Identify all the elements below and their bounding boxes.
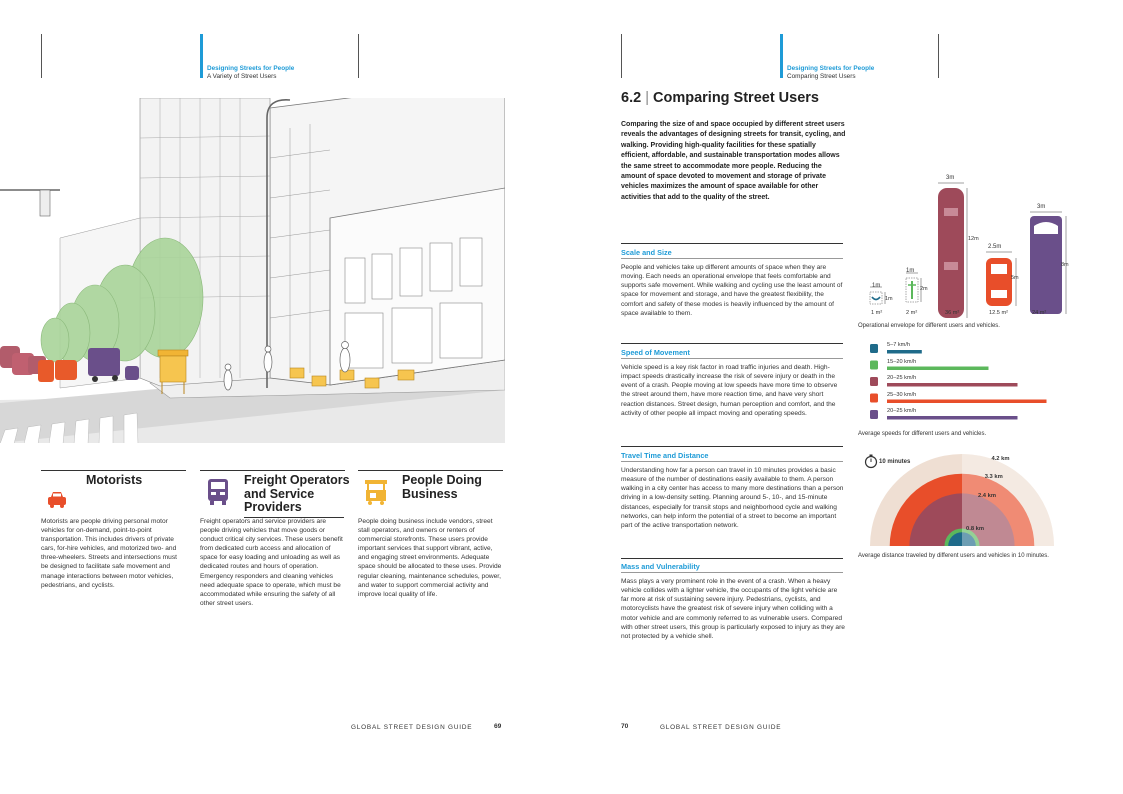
- speed-bar: [887, 416, 1018, 420]
- distance-label: 4.2 km: [991, 455, 1010, 462]
- user-column-business: [358, 470, 503, 471]
- speed-bar: [887, 367, 989, 371]
- envelope-height-label: 12m: [968, 236, 979, 242]
- envelope-area-label: 12.5 m²: [989, 310, 1008, 316]
- left-header-subtitle: A Variety of Street Users: [207, 72, 277, 80]
- pedestrian-icon: [872, 297, 880, 300]
- envelope-height-label: 1m: [885, 296, 893, 302]
- pedestrian-icon: [870, 344, 878, 353]
- subsection-body: Vehicle speed is a key risk factor in road traffic injuries and death. High-impact speeds drastically increase the risk of severe injury or death in the event of a crash. People moving at low speeds have more time to observe the street around them, have more reaction time, and have very short reaction distances. Street design, human perception and comfort, and the activity of other people all impact moving and operating speeds.: [621, 364, 838, 417]
- bicycle-icon: [870, 361, 878, 370]
- section-rule: [621, 558, 843, 559]
- footer-book-title: GLOBAL STREET DESIGN GUIDE: [351, 724, 473, 731]
- envelope-area-label: 36 m²: [945, 310, 960, 316]
- truck-icon: [205, 477, 231, 507]
- left-header-title: Designing Streets for People: [207, 65, 295, 72]
- column-rule: [358, 470, 503, 471]
- envelope-height-label: 2m: [920, 286, 928, 292]
- vendor-cart-icon: [363, 477, 389, 507]
- truck-icon: [870, 410, 878, 419]
- section-number: 6.2: [621, 90, 642, 106]
- section-rule: [621, 446, 843, 447]
- bus-icon: [938, 188, 964, 318]
- section-title: Comparing Street Users: [653, 90, 819, 106]
- section-rule: [621, 258, 843, 259]
- section-rule: [621, 243, 843, 244]
- envelope-height-label: 5m: [1011, 275, 1019, 281]
- distance-caption: Average distance traveled by different users and vehicles in 10 minutes.: [858, 553, 1049, 559]
- top-rule: [621, 34, 622, 78]
- distance-half-overlay: [962, 454, 1054, 546]
- right-header-subtitle: Comparing Street Users: [787, 72, 856, 80]
- top-rule: [41, 34, 42, 78]
- speed-caption: Average speeds for different users and vehicles.: [858, 431, 987, 437]
- top-rule: [358, 34, 359, 78]
- distance-label: 0.8 km: [965, 525, 985, 532]
- envelope-area-label: 2 m²: [906, 310, 918, 316]
- time-label: 10 minutes: [879, 459, 911, 465]
- envelope-area-label: 1 m²: [871, 310, 883, 316]
- right-header-title: Designing Streets for People: [787, 65, 875, 72]
- right-running-header: [787, 65, 874, 80]
- speed-label: 20–25 km/h: [887, 408, 917, 414]
- bus-icon: [870, 377, 878, 386]
- envelope-caption: Operational envelope for different users and vehicles.: [858, 323, 1000, 329]
- speed-bar: [887, 383, 1018, 387]
- envelope-width-label: 3m: [1037, 204, 1046, 210]
- speed-label: 15–20 km/h: [887, 358, 917, 365]
- header-accent-bar: [200, 34, 203, 78]
- column-rule: [200, 470, 345, 471]
- envelope-width-label: 2.5m: [988, 244, 1002, 250]
- section-rule: [621, 572, 843, 573]
- distance-label: 2.4 km: [977, 492, 997, 499]
- user-description: People doing business include vendors, street stall operators, and owners or renters of commercial storefronts. These users provide important services that support vibrant, active, and engaging street environments. Adequate space should be allocated to these uses. Provide regular cleaning, maintenance schedules, power, and water to support commercial activity and improve local quality of life.: [358, 518, 502, 598]
- subsection-heading: Travel Time and Distance: [621, 451, 709, 460]
- page-number: 69: [494, 723, 502, 730]
- subsection-heading: Speed of Movement: [621, 348, 690, 357]
- page-number: 70: [621, 723, 629, 730]
- column-rule: [41, 470, 186, 471]
- user-title: Freight Operators and Service Providers: [244, 473, 350, 514]
- user-description: Motorists are people driving personal motor vehicles for on-demand, point-to-point transportation. This includes drivers of private cars, for-hire vehicles, and motorized two- and three-wheelers. Streets and intersections must be designed to facilitate safe movement and manage interactions between motor vehicles, pedestrians, and cyclists.: [41, 518, 177, 589]
- speed-bar: [887, 400, 1047, 404]
- speed-label: 20–25 km/h: [887, 375, 917, 381]
- car-icon: [870, 394, 878, 403]
- user-column-motorists: [41, 470, 186, 471]
- envelope-width-label: 3m: [946, 175, 955, 181]
- user-column-freight: [200, 470, 345, 471]
- speed-label: 25–30 km/h: [887, 391, 917, 398]
- user-title: Motorists: [86, 473, 143, 487]
- distance-label: 3.3 km: [984, 474, 1003, 481]
- distance-figure: [858, 452, 1068, 548]
- section-rule: [621, 461, 843, 462]
- section-heading: 6.2 | Comparing Street Users: [621, 90, 819, 106]
- subsection-heading: Mass and Vulnerability: [621, 562, 700, 571]
- envelope-area-label: 24 m²: [1032, 310, 1047, 316]
- section-rule: [621, 343, 843, 344]
- user-title: People Doing Business: [402, 473, 482, 501]
- street-illustration: [0, 98, 505, 443]
- left-running-header: [207, 65, 294, 80]
- subsection-body: People and vehicles take up different amounts of space when they are moving. Each needs an operational envelope that feels comfortable and supports safe movement. While walking and cycling use the least amount of space for movement and storage, and have the greatest flexibility, the comfort and safety of these modes is heavily influenced by the amount of space available to them.: [621, 264, 843, 317]
- envelope-width-label: 1m: [872, 283, 881, 289]
- header-accent-bar: [780, 34, 783, 78]
- footer-book-title: GLOBAL STREET DESIGN GUIDE: [660, 724, 782, 731]
- subsection-body: Understanding how far a person can travel in 10 minutes provides a basic measure of the number of destinations easily available to them. A person walking in a city center has access to many more destinations than a person driving in a low-density setting. Planning around 5-, 10-, and 15-minute distances, especially for transit stops and neighborhood cycle and walking networks, can help inform the potential of a street to become an important part of the active transportation network.: [621, 467, 844, 529]
- subsection-body: Mass plays a very prominent role in the event of a crash. When a heavy vehicle collides with a lighter vehicle, the occupants of the light vehicle are far more at risk of sustaining severe injury. Pedestrians, cyclists, and motorcyclists have the greatest risk of severe injury when colliding with a motor vehicle and are commonly referred to as vulnerable users. Compared with other street users, this group is particularly exposed to injury as they are not protected by a vehicle shell.: [621, 578, 845, 640]
- car-icon: [46, 488, 68, 510]
- user-description: Freight operators and service providers are people driving vehicles that move goods or conduct critical city services. These users benefit from dedicated curb access and allocation of space for easy loading and unloading as well as dedicated routes and hours of operation. Emergency responders and cleaning vehicles need adequate space to operate, which must be accommodated while ensuring the safety of all other street users.: [200, 518, 343, 607]
- top-rule: [938, 34, 939, 78]
- envelope-width-label: 1m: [906, 268, 915, 274]
- speed-bar: [887, 350, 922, 354]
- title-underline: [244, 517, 344, 518]
- subsection-heading: Scale and Size: [621, 248, 672, 257]
- section-rule: [621, 358, 843, 359]
- speed-label: 5–7 km/h: [887, 342, 911, 348]
- intro-paragraph: Comparing the size of and space occupied by different street users reveals the advantages of designing streets for transit, cycling, and walking. Providing high-quality facilities for these spatially efficient, affordable, and sustainable transportation modes allows the same street to accommodate more people. Reducing the amount of space devoted to movement and storage of private vehicles maximizes the amount of space available for other activities that add to the quality of the street.: [621, 121, 846, 201]
- envelope-height-label: 8m: [1061, 262, 1069, 268]
